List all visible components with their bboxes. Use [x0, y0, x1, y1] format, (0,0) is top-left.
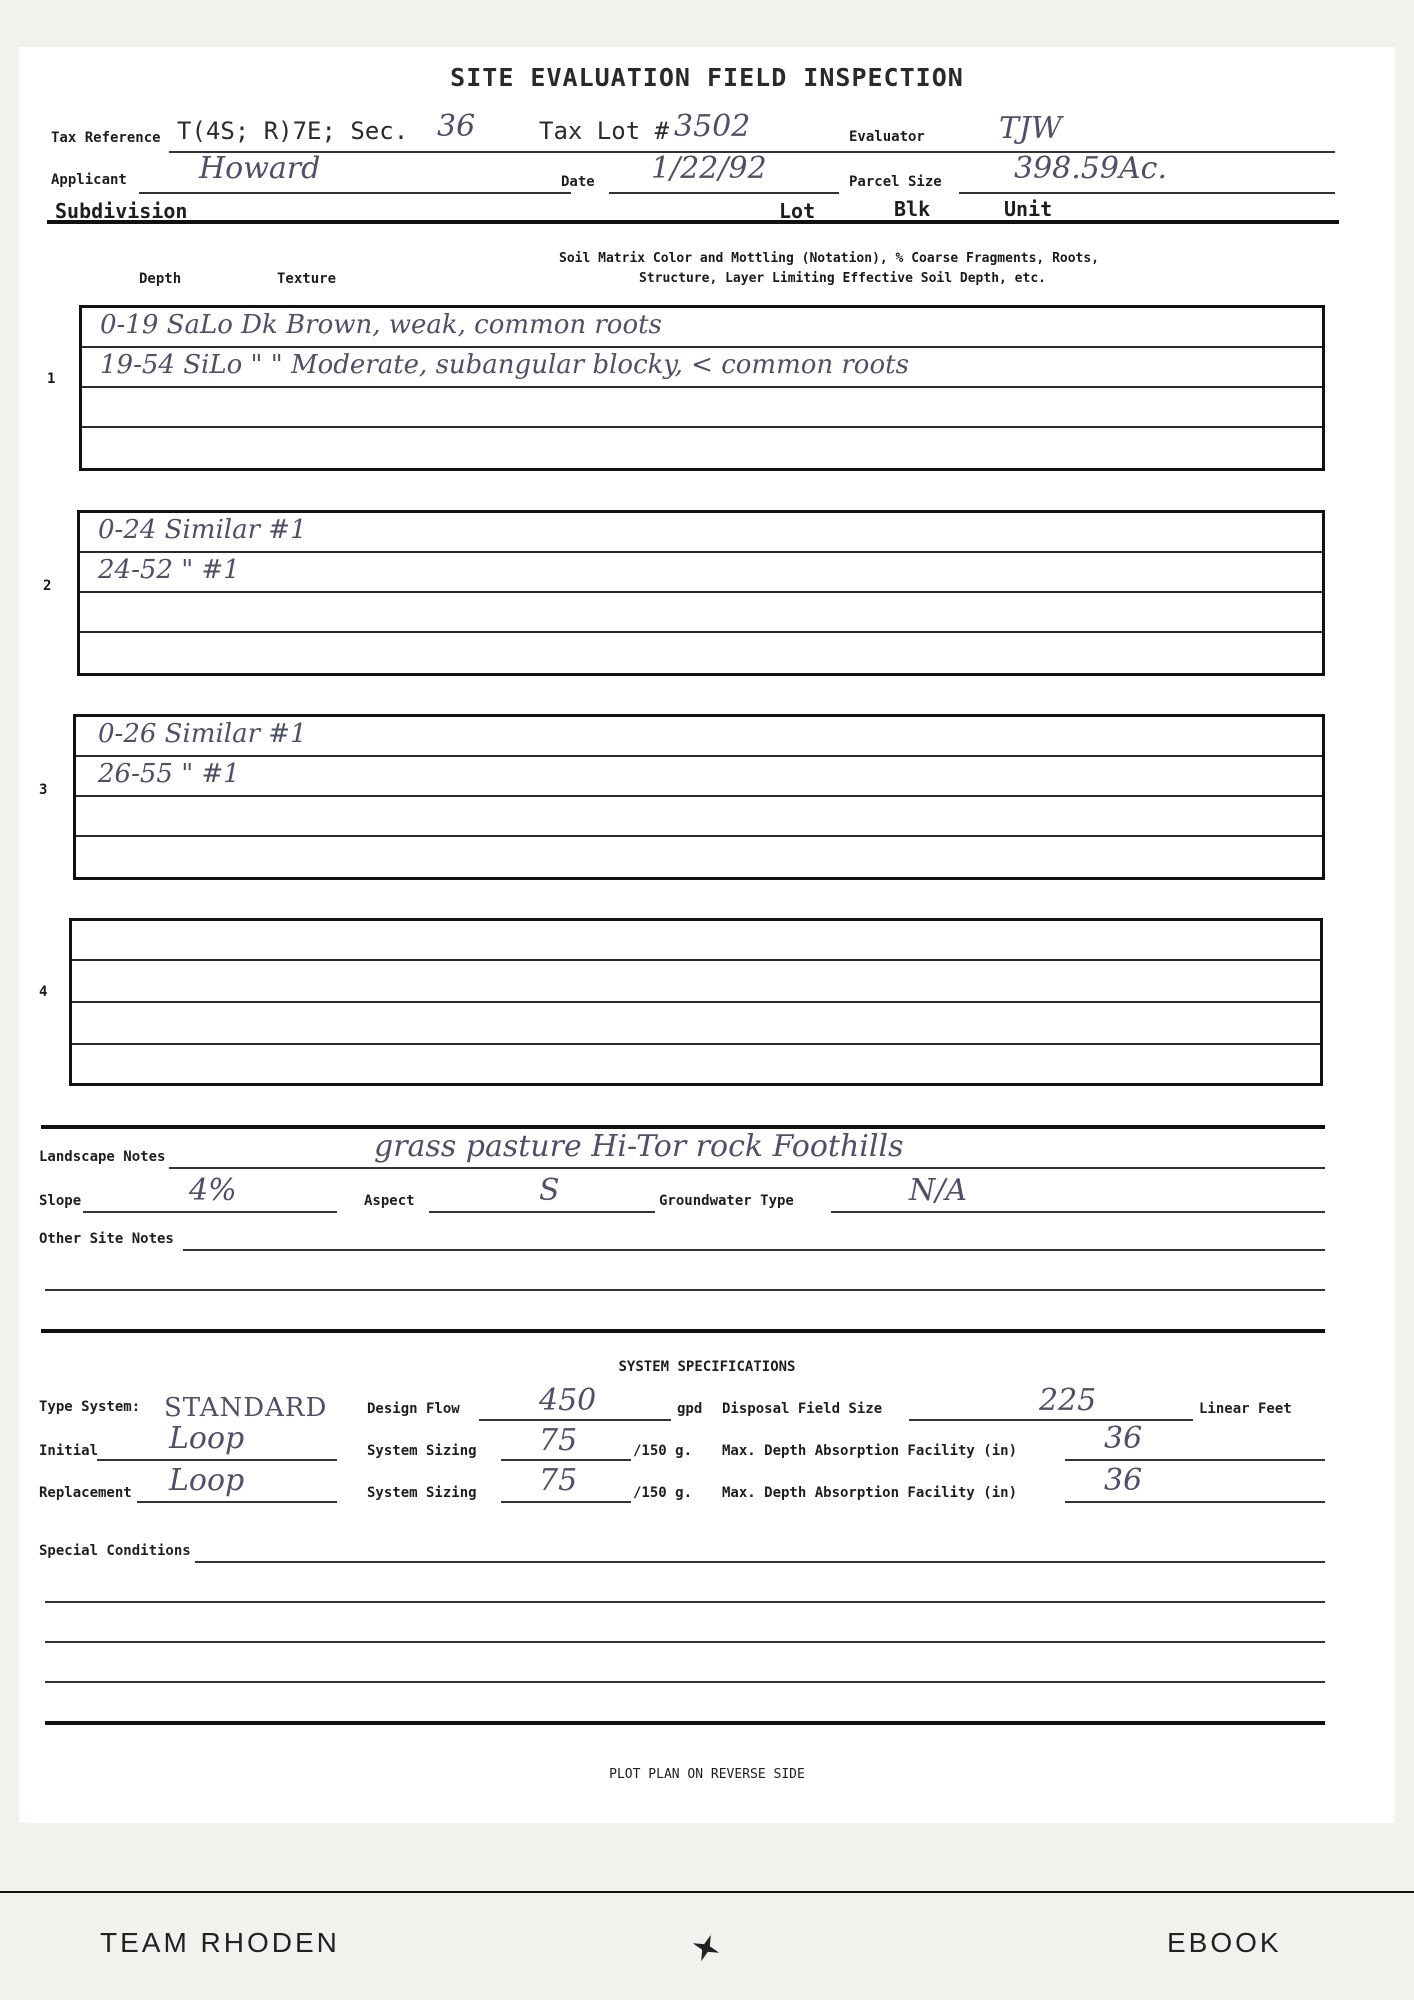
- date-label: Date: [561, 174, 595, 190]
- pit-2-box: [77, 510, 1325, 676]
- pit-1-row-1: 0-19 SaLo Dk Brown, weak, common roots: [100, 310, 662, 340]
- pit-3-row-1: 0-26 Similar #1: [98, 719, 307, 749]
- pit-4-marker: 4: [39, 984, 48, 1000]
- lot-label: Lot: [779, 199, 816, 223]
- slope-label: Slope: [39, 1193, 82, 1209]
- plot-plan-note: PLOT PLAN ON REVERSE SIDE: [609, 1767, 805, 1782]
- landscape-notes-value: grass pasture Hi-Tor rock Foothills: [374, 1129, 904, 1164]
- footer-brand: TEAM RHODEN: [100, 1927, 340, 1958]
- design-flow-label: Design Flow: [367, 1401, 460, 1417]
- sparkle-icon: [688, 1930, 724, 1966]
- soil-matrix-header-line-1: Soil Matrix Color and Mottling (Notation), % Coarse Fragments, Roots,: [559, 251, 1100, 266]
- tax-lot-value: 3502: [674, 109, 751, 144]
- pit-3-row-2: 26-55 " #1: [98, 759, 240, 789]
- parcel-size-value: 398.59Ac.: [1014, 151, 1167, 186]
- per-150-replacement: /150 g.: [633, 1485, 693, 1501]
- special-conditions-label: Special Conditions: [39, 1543, 191, 1559]
- disposal-field-size-value: 225: [1039, 1383, 1097, 1418]
- initial-label: Initial: [39, 1443, 99, 1459]
- pit-1-marker: 1: [47, 371, 56, 387]
- parcel-size-label: Parcel Size: [849, 174, 942, 190]
- system-sizing-replacement-label: System Sizing: [367, 1485, 477, 1501]
- pit-1-box: [79, 305, 1325, 471]
- soil-matrix-header-line-2: Structure, Layer Limiting Effective Soil Depth, etc.: [639, 271, 1046, 286]
- max-depth-replacement-value: 36: [1104, 1463, 1143, 1498]
- tax-reference-label: Tax Reference: [51, 130, 161, 146]
- max-depth-initial-value: 36: [1104, 1421, 1143, 1456]
- per-150-initial: /150 g.: [633, 1443, 693, 1459]
- max-depth-replacement-label: Max. Depth Absorption Facility (in): [722, 1485, 1018, 1501]
- pit-2-row-2: 24-52 " #1: [98, 555, 240, 585]
- system-sizing-initial-label: System Sizing: [367, 1443, 477, 1459]
- depth-header: Depth: [139, 271, 182, 287]
- system-sizing-initial-value: 75: [539, 1423, 578, 1458]
- gpd-unit: gpd: [677, 1401, 703, 1417]
- replacement-value: Loop: [169, 1463, 245, 1498]
- replacement-label: Replacement: [39, 1485, 132, 1501]
- texture-header: Texture: [277, 271, 337, 287]
- landscape-notes-label: Landscape Notes: [39, 1149, 166, 1165]
- initial-value: Loop: [169, 1421, 245, 1456]
- footer-divider: [0, 1891, 1414, 1893]
- max-depth-initial-label: Max. Depth Absorption Facility (in): [722, 1443, 1018, 1459]
- system-specifications-heading: SYSTEM SPECIFICATIONS: [618, 1359, 796, 1375]
- date-value: 1/22/92: [651, 151, 767, 186]
- applicant-label: Applicant: [51, 172, 127, 188]
- linear-feet-unit: Linear Feet: [1199, 1401, 1292, 1417]
- unit-label: Unit: [1004, 197, 1053, 221]
- pit-2-marker: 2: [43, 578, 52, 594]
- form-title: SITE EVALUATION FIELD INSPECTION: [450, 63, 964, 92]
- other-site-notes-label: Other Site Notes: [39, 1231, 174, 1247]
- type-system-value: STANDARD: [164, 1393, 328, 1423]
- type-system-label: Type System:: [39, 1399, 141, 1415]
- inspection-form-sheet: [19, 47, 1395, 1823]
- pit-2-row-1: 0-24 Similar #1: [98, 515, 307, 545]
- disposal-field-size-label: Disposal Field Size: [722, 1401, 883, 1417]
- pit-4-box: [69, 918, 1323, 1086]
- design-flow-value: 450: [539, 1383, 597, 1418]
- tax-reference-value: T(4S; R)7E; Sec.: [177, 117, 409, 145]
- groundwater-type-value: N/A: [909, 1173, 968, 1208]
- aspect-label: Aspect: [364, 1193, 415, 1209]
- groundwater-type-label: Groundwater Type: [659, 1193, 794, 1209]
- subdivision-label: Subdivision: [55, 199, 188, 223]
- blk-label: Blk: [894, 197, 931, 221]
- applicant-value: Howard: [199, 151, 321, 186]
- pit-3-box: [73, 714, 1325, 880]
- evaluator-label: Evaluator: [849, 129, 925, 145]
- system-sizing-replacement-value: 75: [539, 1463, 578, 1498]
- pit-3-marker: 3: [39, 782, 48, 798]
- aspect-value: S: [539, 1173, 560, 1208]
- evaluator-value: TJW: [999, 111, 1062, 146]
- footer-ebook-label: EBOOK: [1167, 1927, 1282, 1958]
- tax-lot-label: Tax Lot #: [539, 117, 670, 145]
- section-number: 36: [437, 109, 476, 144]
- slope-value: 4%: [189, 1173, 237, 1208]
- pit-1-row-2: 19-54 SiLo " " Moderate, subangular blocky, < common roots: [100, 350, 909, 380]
